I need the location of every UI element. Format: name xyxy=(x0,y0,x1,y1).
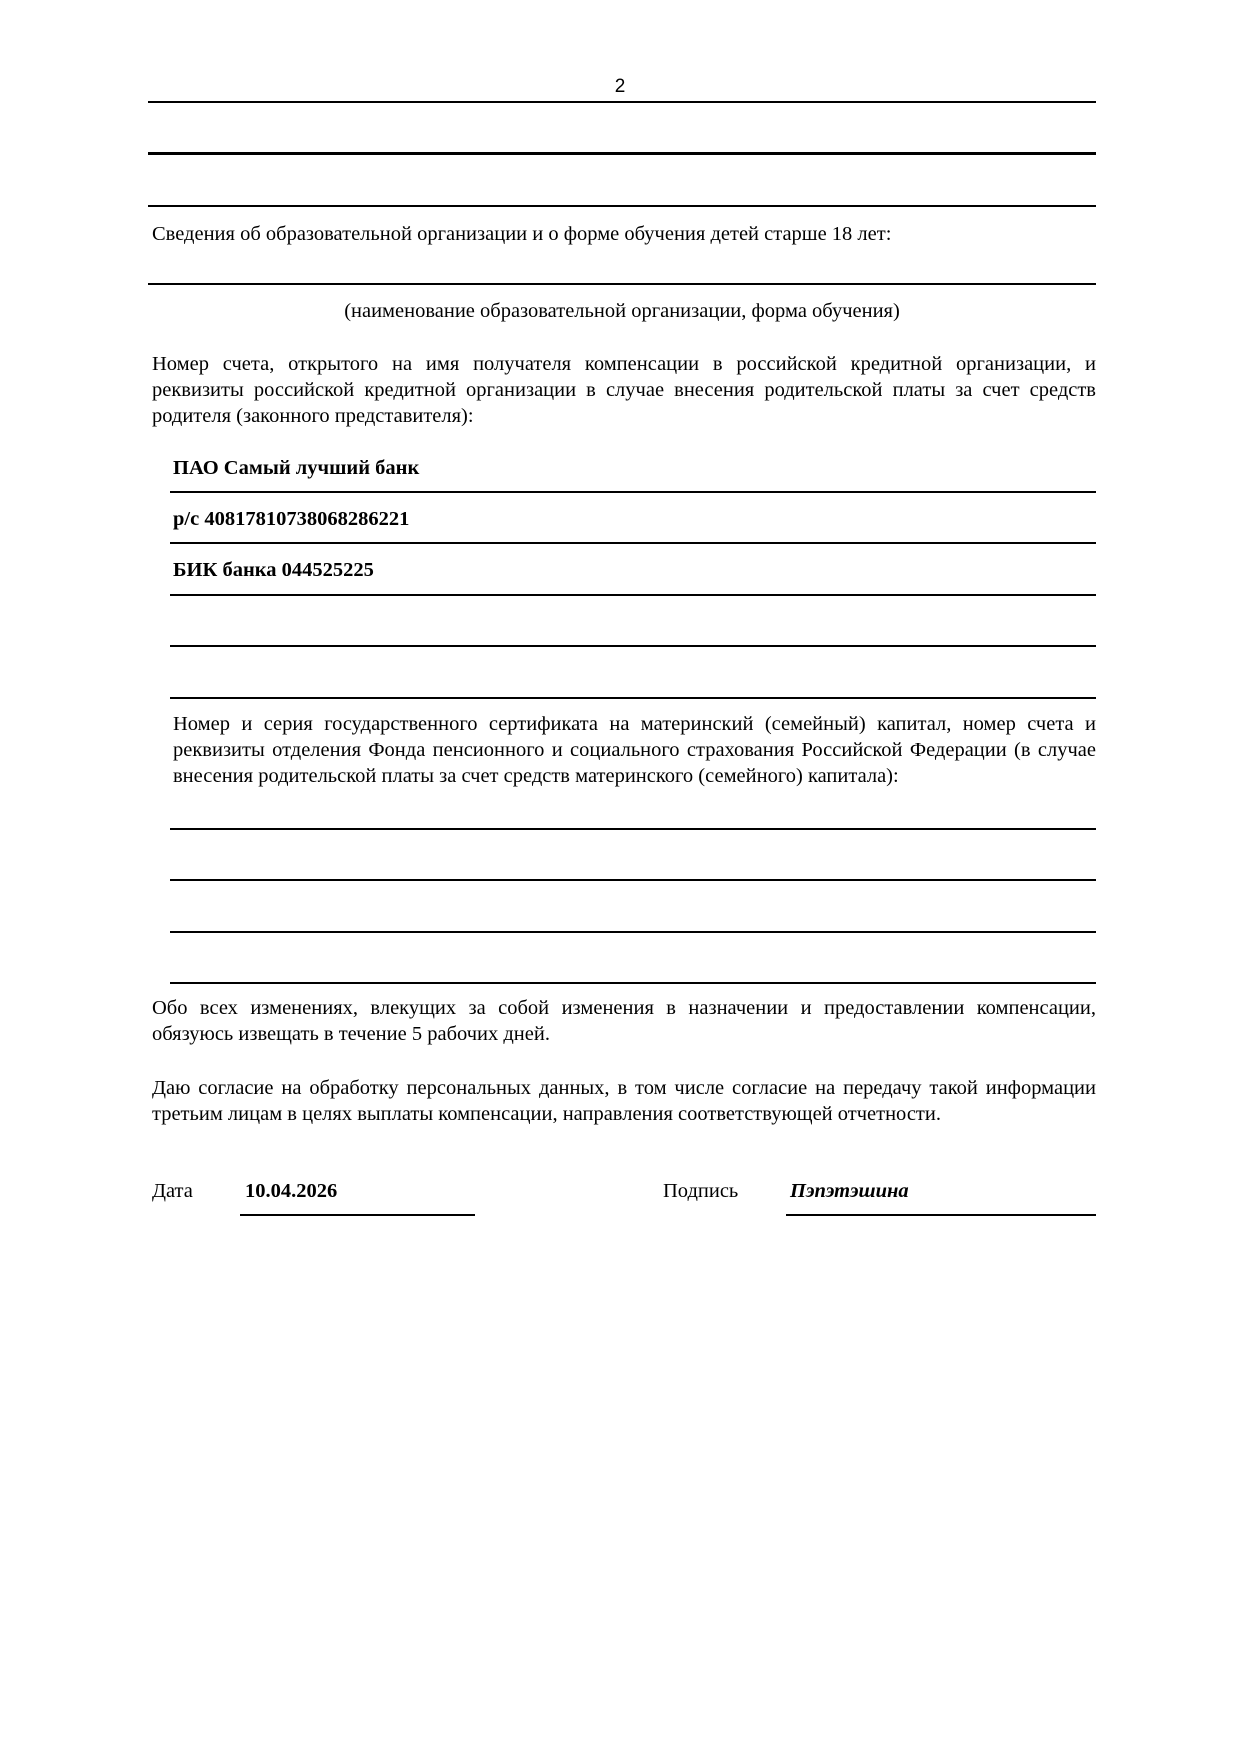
date-value: 10.04.2026 xyxy=(245,1180,338,1202)
signature-value: Пэпэтэшина xyxy=(790,1180,909,1202)
maternity-capital-line-4[interactable] xyxy=(170,982,1096,984)
account-extra-line-1[interactable] xyxy=(170,645,1096,647)
signature-label: Подпись xyxy=(663,1180,739,1202)
bank-name-line[interactable] xyxy=(170,491,1096,493)
account-number-line[interactable] xyxy=(170,542,1096,544)
top-rule-3 xyxy=(148,205,1096,207)
maternity-capital-paragraph: Номер и серия государственного сертификата на материнский (семейный) капитал, номер счета и реквизиты отделения Фонда пенсионного и социального страхования Российской Федерации (в случае внесения родительской платы за счет средств материнского (семейного) капитала): xyxy=(173,713,1096,787)
bik-field: БИК банка 044525225 xyxy=(173,559,374,581)
top-rule-1 xyxy=(148,101,1096,103)
maternity-capital-line-3[interactable] xyxy=(170,931,1096,933)
page-number: 2 xyxy=(614,76,626,97)
date-label: Дата xyxy=(152,1180,193,1202)
education-caption: (наименование образовательной организации, форма обучения) xyxy=(344,300,900,322)
date-line[interactable] xyxy=(240,1214,475,1216)
signature-line[interactable] xyxy=(786,1214,1096,1216)
account-number-field: р/с 40817810738068286221 xyxy=(173,508,410,530)
maternity-capital-line-1[interactable] xyxy=(170,828,1096,830)
consent-paragraph: Даю согласие на обработку персональных данных, в том числе согласие на передачу такой информации третьим лицам в целях выплаты компенсации, направления соответствующей отчетности. xyxy=(152,1077,1096,1125)
notice-paragraph: Обо всех изменениях, влекущих за собой изменения в назначении и предоставлении компенсации, обязуюсь извещать в течение 5 рабочих дней. xyxy=(152,997,1096,1045)
education-input-line[interactable] xyxy=(148,283,1096,285)
account-extra-line-2[interactable] xyxy=(170,697,1096,699)
account-paragraph: Номер счета, открытого на имя получателя компенсации в российской кредитной организации, и реквизиты российской кредитной организации в случае внесения родительской платы за счет средств родителя (законного представителя): xyxy=(152,353,1096,427)
maternity-capital-line-2[interactable] xyxy=(170,879,1096,881)
education-heading: Сведения об образовательной организации и о форме обучения детей старше 18 лет: xyxy=(152,223,892,245)
top-rule-2 xyxy=(148,152,1096,155)
bik-line[interactable] xyxy=(170,594,1096,596)
bank-name-field: ПАО Самый лучший банк xyxy=(173,457,420,479)
